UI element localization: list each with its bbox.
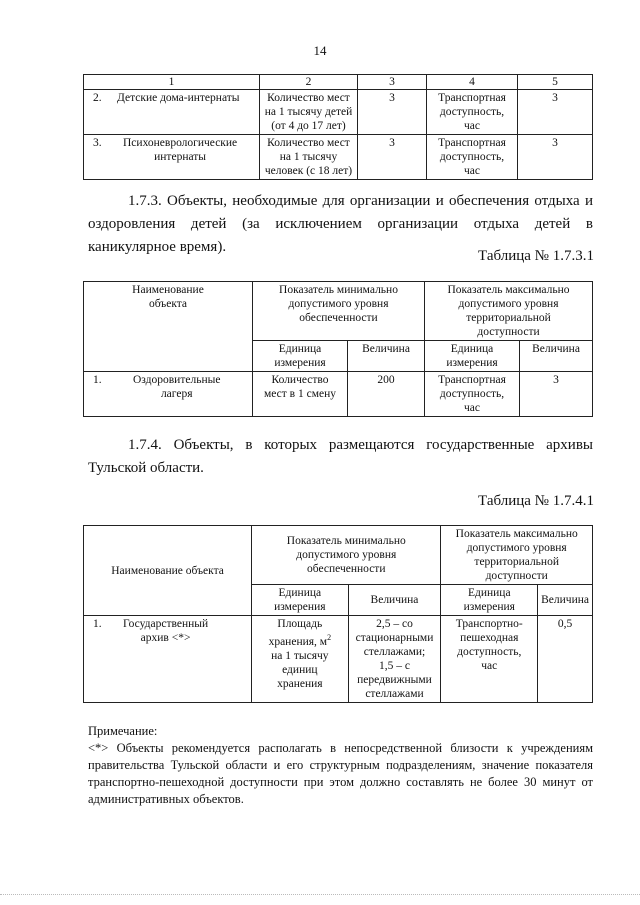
subheader-unit: Единица измерения	[253, 341, 348, 372]
table-1-7-4-1	[83, 525, 593, 703]
value-cell: 200	[348, 372, 425, 417]
object-name: Оздоровительные лагеря	[133, 374, 221, 400]
access-unit-cell: Транспортная доступность, час	[427, 90, 518, 135]
object-name-cell	[84, 90, 260, 135]
access-value-cell: 3	[518, 135, 593, 180]
row-number: 1.	[93, 618, 102, 630]
footer-divider	[0, 894, 640, 895]
object-name: Детские дома-интернаты	[117, 92, 240, 104]
table-header-row	[84, 526, 593, 585]
unit-cell: Количество мест на 1 тысячу детей (от 4 до 17 лет)	[260, 90, 358, 135]
subheader-value: Величина	[348, 585, 441, 616]
unit-cell: Количество мест в 1 смену	[253, 372, 348, 417]
header-object-name: Наименование объекта	[84, 282, 253, 372]
value-cell: 3	[358, 90, 427, 135]
subheader-access-unit: Единица измерения	[425, 341, 520, 372]
object-name-cell	[84, 135, 260, 180]
row-number: 2.	[93, 92, 102, 104]
table-row	[84, 90, 593, 135]
section-1-7-4-text: 1.7.4. Объекты, в которых размещаются государственные архивы Тульской области.	[88, 437, 593, 476]
page-number: 14	[313, 43, 327, 58]
header-object-name: Наименование объекта	[84, 526, 252, 616]
subheader-value: Величина	[348, 341, 425, 372]
table-header-row	[84, 75, 593, 90]
header-min-indicator: Показатель минимально допустимого уровня обеспеченности	[252, 526, 441, 585]
header-min-indicator: Показатель минимально допустимого уровня обеспеченности	[253, 282, 425, 341]
header-cell: 1	[84, 75, 260, 90]
note-title: Примечание:	[88, 724, 158, 738]
unit-cell: Количество мест на 1 тысячу человек (с 18 лет)	[260, 135, 358, 180]
value-cell: 3	[358, 135, 427, 180]
header-cell: 4	[427, 75, 518, 90]
unit-cell: Площадь хранения, $м^2$ на 1 тысячу единиц хранения	[252, 616, 348, 703]
header-cell: 2	[260, 75, 358, 90]
object-name-cell	[84, 372, 253, 417]
table-row	[84, 372, 593, 417]
table-row	[84, 135, 593, 180]
header-max-indicator: Показатель максимально допустимого уровня территориальной доступности	[441, 526, 593, 585]
row-number: 3.	[93, 137, 102, 149]
subheader-access-value: Величина	[538, 585, 593, 616]
access-value-cell: 0,5	[538, 616, 593, 703]
subheader-unit: Единица измерения	[252, 585, 348, 616]
row-number: 1.	[93, 374, 102, 386]
access-unit-cell: Транспортная доступность, час	[425, 372, 520, 417]
table-continuation	[83, 74, 593, 180]
access-unit-cell: Транспортно- пешеходная доступность, час	[441, 616, 538, 703]
note-text: <*> Объекты рекомендуется располагать в непосредственной близости к учреждениям правительства Тульской области и его структурным подразделениям, значение показателя транспортно-пешеходной доступности при этом должно составлять не более 30 минут от административных объектов.	[88, 741, 593, 806]
access-unit-cell: Транспортная доступность, час	[427, 135, 518, 180]
table-caption-1-7-3-1: Таблица № 1.7.3.1	[478, 248, 594, 264]
table-1-7-3-1	[83, 281, 593, 417]
access-value-cell: 3	[518, 90, 593, 135]
subheader-access-unit: Единица измерения	[441, 585, 538, 616]
object-name-cell	[84, 616, 252, 703]
object-name: Психоневрологические интернаты	[123, 137, 238, 163]
subheader-access-value: Величина	[520, 341, 593, 372]
section-1-7-3-text: 1.7.3. Объекты, необходимые для организации и обеспечения отдыха и оздоровления детей (за исключением организации отдыха детей в каникулярное время).	[88, 193, 593, 255]
object-name: Государственный архив <*>	[123, 618, 209, 644]
table-row	[84, 616, 593, 703]
header-cell: 5	[518, 75, 593, 90]
header-cell: 3	[358, 75, 427, 90]
value-cell: 2,5 – со стационарными стеллажами; 1,5 – с передвижными стеллажами	[348, 616, 441, 703]
unit-superscript: 2	[327, 633, 332, 642]
table-caption-1-7-4-1: Таблица № 1.7.4.1	[478, 493, 594, 509]
note-block	[88, 723, 593, 808]
header-max-indicator: Показатель максимально допустимого уровня территориальной доступности	[425, 282, 593, 341]
access-value-cell: 3	[520, 372, 593, 417]
table-header-row	[84, 282, 593, 341]
